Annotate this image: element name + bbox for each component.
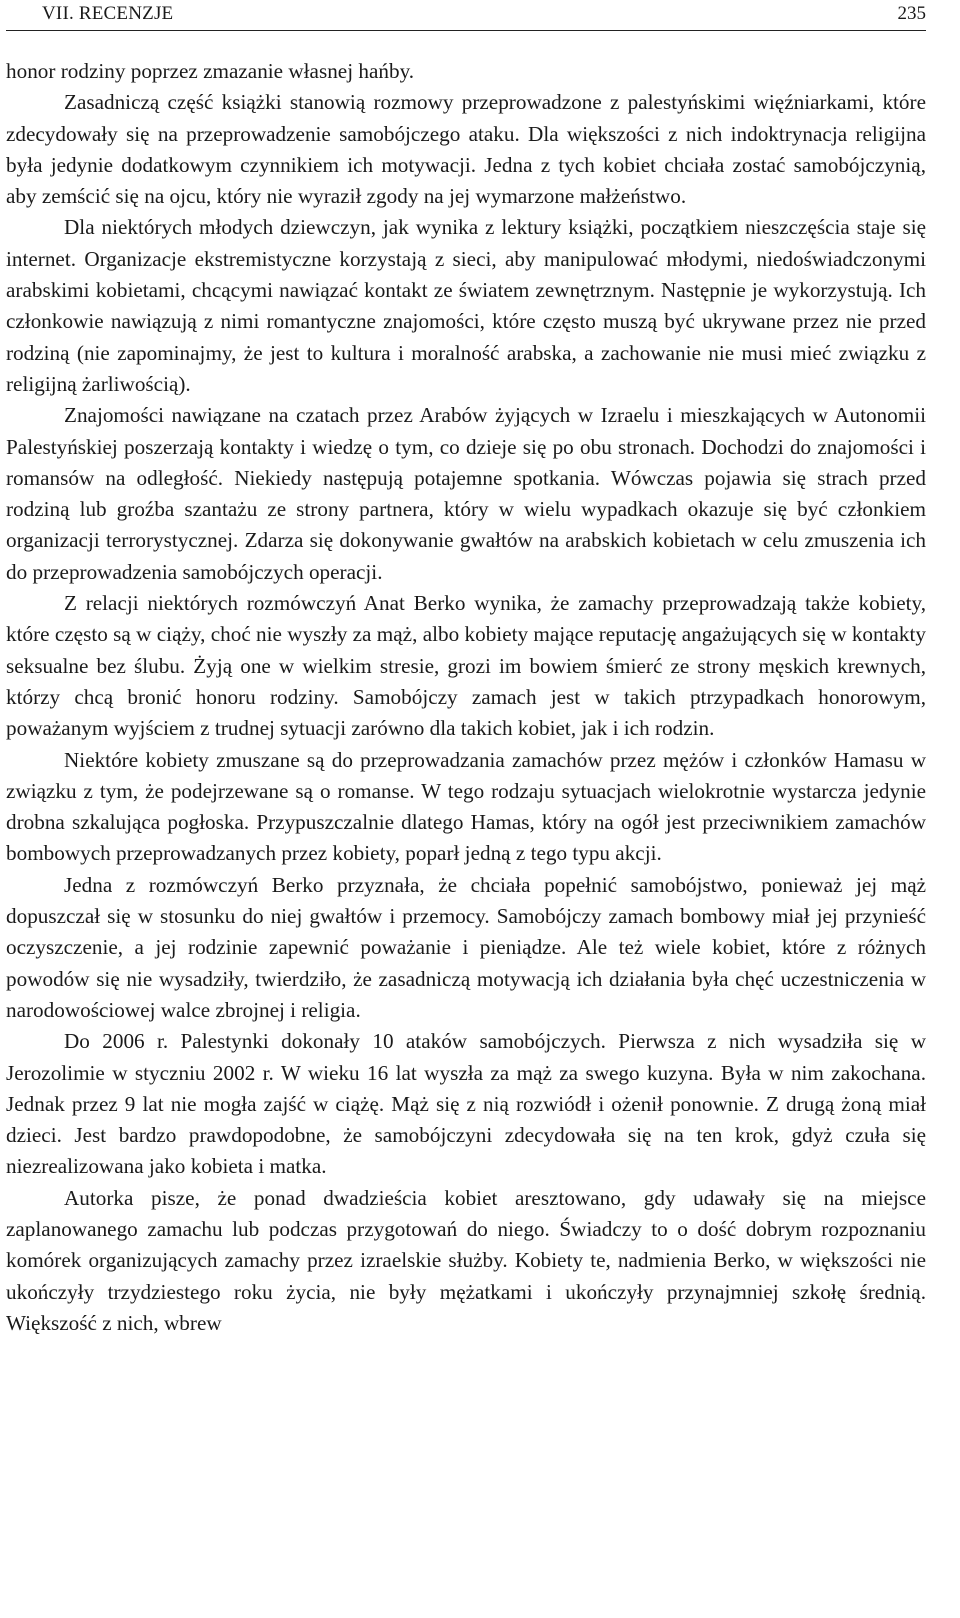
paragraph-5: Z relacji niektórych rozmówczyń Anat Berko wynika, że zamachy przeprowadzają także kobiety, które często są w ciąży, choć nie wyszły za mąż, albo kobiety mające reputację angażujących się w kontakty seksualne bez ślubu. Żyją one w wielkim stresie, grozi im bowiem śmierć ze strony męskich krewnych, którzy chcą bronić honoru rodziny. Samobójczy zamach jest w takich ptrzypadkach honorowym, poważanym wyjściem z trudnej sytuacji zarówno dla takich kobiet, jak i ich rodzin.	[6, 591, 926, 741]
paragraph-8: Do 2006 r. Palestynki dokonały 10 ataków samobójczych. Pierwsza z nich wysadziła się w Jerozolimie w styczniu 2002 r. W wieku 16 lat wyszła za mąż za swego kuzyna. Była w nim zakochana. Jednak przez 9 lat nie mogła zajść w ciążę. Mąż się z nią rozwiódł i ożenił ponownie. Z drugą żoną miał dzieci. Jest bardzo prawdopodobne, że samobójczyni zdecydowała się na ten krok, gdyż czuła się niezrealizowana jako kobieta i matka.	[6, 1029, 926, 1179]
paragraph-3: Dla niektórych młodych dziewczyn, jak wynika z lektury książki, początkiem nieszczęścia staje się internet. Organizacje ekstremistyczne korzystają z sieci, aby manipulować młodymi, niedoświadczonymi arabskimi kobietami, chcącymi nawiązać kontakt ze światem zewnętrznym. Następnie je wykorzystują. Ich członkowie nawiązują z nimi romantyczne znajomości, które często muszą być ukrywane przez nie przed rodziną (nie zapominajmy, że jest to kultura i moralność arabska, a zachowanie nie musi mieć związku z religijną żarliwością).	[6, 215, 926, 396]
document-page	[6, 0, 926, 1618]
running-header	[6, 0, 926, 31]
paragraph-4: Znajomości nawiązane na czatach przez Arabów żyjących w Izraelu i mieszkających w Autonomii Palestyńskiej poszerzają kontakty i wiedzę o tym, co dzieje się po obu stronach. Dochodzi do znajomości i romansów na odległość. Niekiedy następują potajemne spotkania. Wówczas pojawia się strach przed rodziną lub groźba szantażu ze strony partnera, który w wielu wypadkach okazuje się być członkiem organizacji terrorystycznej. Zdarza się dokonywanie gwałtów na arabskich kobietach w celu zmuszenia ich do przeprowadzenia samobójczych operacji.	[6, 403, 926, 584]
section-title: VII. RECENZJE	[42, 3, 174, 24]
paragraph-9: Autorka pisze, że ponad dwadzieścia kobiet aresztowano, gdy udawały się na miejsce zaplanowanego zamachu lub podczas przygotowań do niego. Świadczy to o dość dobrym rozpoznaniu komórek organizujących zamachy przez izraelskie służby. Kobiety te, nadmienia Berko, w większości nie ukończyły trzydziestego roku życia, nie były mężatkami i ukończyły przynajmniej szkołę średnią. Większość z nich, wbrew	[6, 1185, 926, 1335]
body-text	[6, 56, 926, 1339]
paragraph-2: Zasadniczą część książki stanowią rozmowy przeprowadzone z palestyńskimi więźniarkami, które zdecydowały się na przeprowadzenie samobójczego ataku. Dla większości z nich indoktrynacja religijna była jedynie dodatkowym czynnikiem ich motywacji. Jedna z tych kobiet chciała zostać samobójczynią, aby zemścić się na ojcu, który nie wyraził zgody na jej wymarzone małżeństwo.	[6, 90, 926, 209]
paragraph-6: Niektóre kobiety zmuszane są do przeprowadzania zamachów przez mężów i członków Hamasu w związku z tym, że podejrzewane są o romanse. W tego rodzaju sytuacjach wielokrotnie wystarcza jedynie drobna szkalująca pogłoska. Przypuszczalnie dlatego Hamas, który na ogół jest przeciwnikiem zamachów bombowych przeprowadzanych przez kobiety, poparł jedną z tego typu akcji.	[6, 747, 926, 866]
paragraph-1: honor rodziny poprzez zmazanie własnej hańby.	[6, 59, 415, 83]
page-number: 235	[897, 3, 926, 24]
paragraph-7: Jedna z rozmówczyń Berko przyznała, że chciała popełnić samobójstwo, ponieważ jej mąż dopuszczał się w stosunku do niej gwałtów i przemocy. Samobójczy zamach bombowy miał jej przynieść oczyszczenie, a jej rodzinie zapewnić poważanie i pieniądze. Ale też wiele kobiet, które z różnych powodów się nie wysadziły, twierdziło, że zasadniczą motywacją ich działania była chęć uczestniczenia w narodowościowej walce zbrojnej i religia.	[6, 872, 926, 1022]
